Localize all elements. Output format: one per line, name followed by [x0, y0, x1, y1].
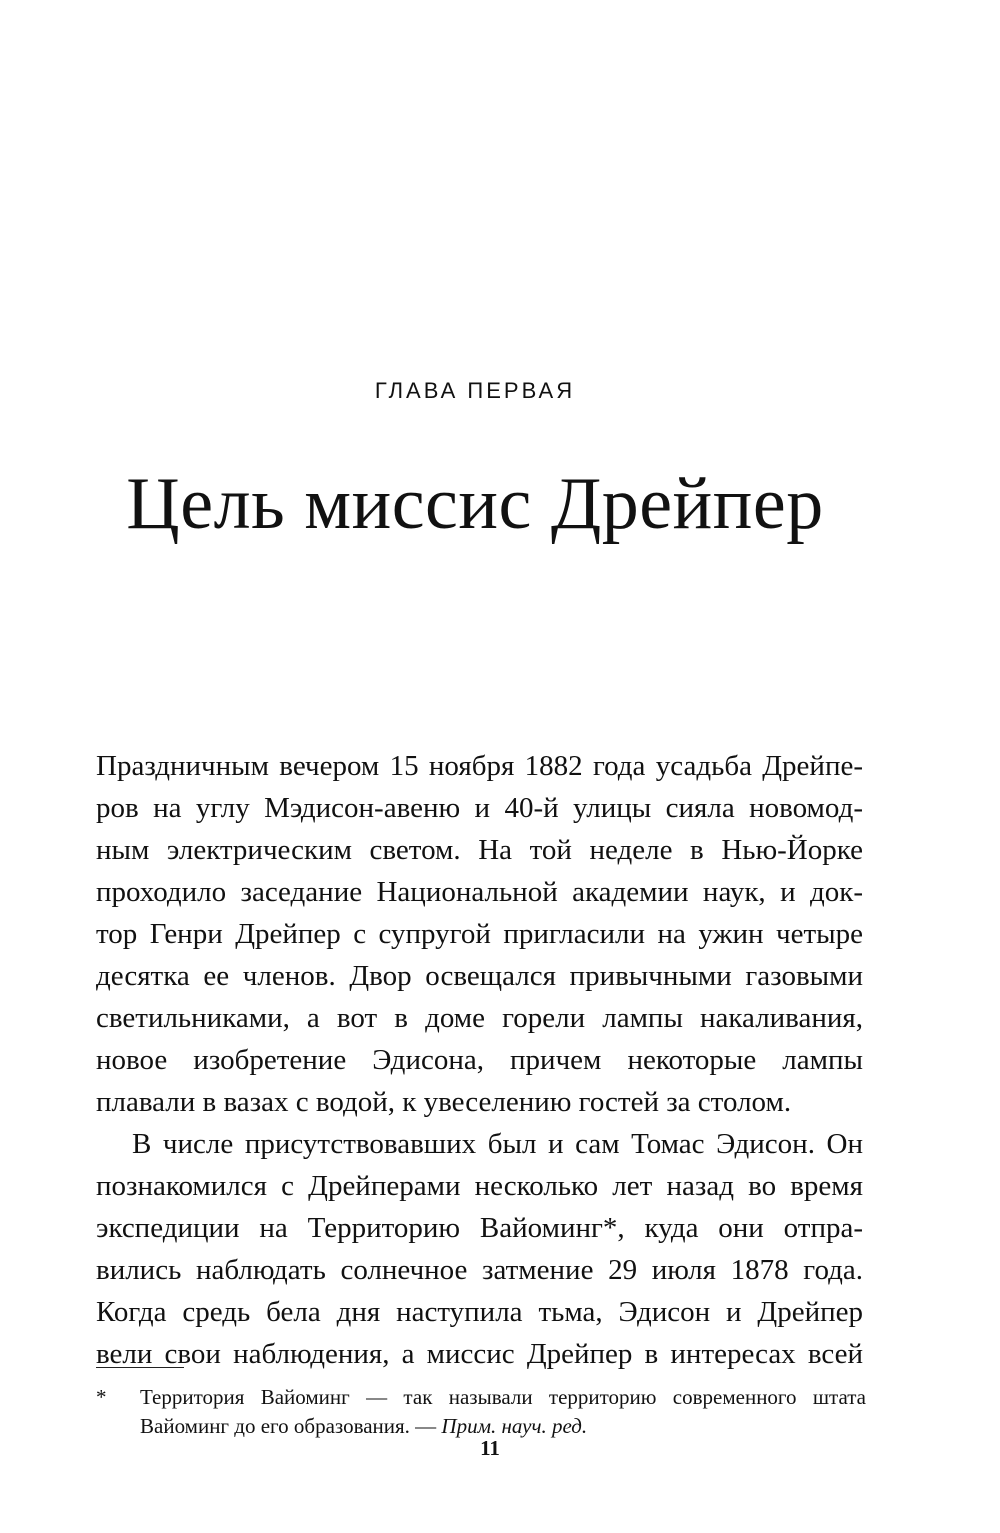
footnote-mark: *	[96, 1385, 107, 1409]
footnote-line: Территория Вайоминг — так называли территорию современного штата	[140, 1385, 866, 1409]
text-line: вились наблюдать солнечное затмение 29 июля 1878 года.	[96, 1254, 863, 1286]
chapter-label: ГЛАВА ПЕРВАЯ	[374, 378, 576, 403]
text-line: Когда средь бела дня наступила тьма, Эдисон и Дрейпер	[96, 1296, 863, 1328]
page-number: 11	[480, 1436, 500, 1460]
footnote-divider	[96, 1367, 184, 1368]
text-line: В числе присутствовавших был и сам Томас Эдисон. Он	[132, 1128, 863, 1160]
footnote-line-text: Вайоминг до его образования. —	[140, 1414, 442, 1438]
text-line: новое изобретение Эдисона, причем некоторые лампы	[96, 1044, 863, 1076]
text-line: ным электрическим светом. На той неделе в Нью-Йорке	[96, 834, 863, 866]
text-line: светильниками, а вот в доме горели лампы накаливания,	[96, 1002, 863, 1034]
text-line: вели свои наблюдения, а миссис Дрейпер в интересах всей	[96, 1338, 863, 1370]
body-text	[96, 745, 863, 1375]
text-line: ров на углу Мэдисон-авеню и 40-й улицы сияла новомод-	[96, 792, 863, 824]
footnote-body	[140, 1383, 866, 1441]
text-line: познакомился с Дрейперами несколько лет назад во время	[96, 1170, 863, 1202]
chapter-title: Цель миссис Дрейпер	[126, 463, 824, 545]
text-line: плавали в вазах с водой, к увеселению гостей за столом.	[96, 1086, 792, 1118]
text-line: проходило заседание Национальной академии наук, и док-	[96, 876, 863, 908]
text-line: десятка ее членов. Двор освещался привычными газовыми	[96, 960, 863, 992]
text-line: Праздничным вечером 15 ноября 1882 года усадьба Дрейпе-	[96, 750, 863, 782]
footnote-editor-note: Прим. науч. ред.	[441, 1414, 588, 1438]
text-line: экспедиции на Территорию Вайоминг*, куда они отпра-	[96, 1212, 863, 1244]
text-line: тор Генри Дрейпер с супругой пригласили на ужин четыре	[96, 918, 863, 950]
